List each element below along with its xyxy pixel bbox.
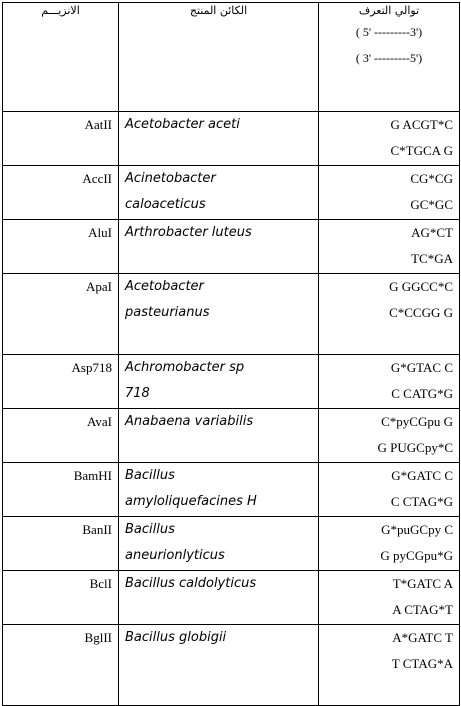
table-row: [3, 409, 460, 463]
organism-line-1: Anabaena variabilis: [125, 414, 254, 429]
organism-line-1: Acinetobacter: [125, 171, 216, 186]
header-organism-cell: [119, 3, 319, 112]
enzyme-cell: [3, 166, 119, 220]
enzyme-cell: [3, 355, 119, 409]
sequence-top-strand: T*GATC A: [392, 576, 453, 591]
organism-line-1: Bacillus: [125, 522, 175, 537]
enzyme-name: AluI: [88, 225, 112, 240]
header-row: [3, 3, 460, 112]
sequence-bottom-strand: GC*GC: [410, 197, 453, 212]
organism-cell: [119, 409, 319, 463]
sequence-bottom-strand: C*TGCA G: [390, 143, 453, 158]
recognition-sequence-cell: [319, 355, 460, 409]
sequence-top-strand: G*GTAC C: [390, 360, 453, 375]
organism-cell: [119, 517, 319, 571]
sequence-bottom-strand: A CTAG*T: [392, 602, 453, 617]
enzyme-name: AvaI: [86, 414, 112, 429]
enzyme-cell: [3, 625, 119, 706]
sequence-bottom-strand: G pyCGpu*G: [380, 548, 453, 563]
sequence-bottom-strand: C CATG*G: [391, 386, 453, 401]
recognition-sequence-cell: [319, 166, 460, 220]
organism-line-2: 718: [125, 386, 150, 401]
sequence-top-strand: G GGCC*C: [389, 279, 453, 294]
organism-line-1: Arthrobacter luteus: [125, 225, 252, 240]
table-row: [3, 355, 460, 409]
organism-line-2: pasteurianus: [125, 305, 210, 320]
sequence-top-strand: A*GATC T: [392, 630, 453, 645]
enzyme-cell: [3, 517, 119, 571]
enzyme-name: BclI: [89, 576, 112, 591]
sequence-top-strand: G ACGT*C: [390, 117, 453, 132]
sequence-bottom-strand: C*CCGG G: [389, 305, 453, 320]
table-row: [3, 274, 460, 355]
table-row: [3, 112, 460, 166]
table-row: [3, 463, 460, 517]
header-sequence-cell: [319, 3, 460, 112]
header-sequence-title: توالي التعرف: [358, 4, 420, 17]
organism-line-1: Acetobacter aceti: [125, 117, 240, 132]
table-row: [3, 220, 460, 274]
header-organism-title: الكائن المنتج: [189, 4, 248, 17]
enzyme-cell: [3, 463, 119, 517]
sequence-top-strand: G*GATC C: [391, 468, 453, 483]
organism-line-1: Bacillus caldolyticus: [125, 576, 257, 591]
recognition-sequence-cell: [319, 112, 460, 166]
enzyme-name: BglII: [84, 630, 112, 645]
enzyme-name: BanII: [82, 522, 112, 537]
organism-line-1: Acetobacter: [125, 279, 204, 294]
organism-cell: [119, 355, 319, 409]
enzyme-cell: [3, 571, 119, 625]
enzyme-name: AccII: [82, 171, 112, 186]
enzyme-name: BamHI: [73, 468, 112, 483]
organism-cell: [119, 112, 319, 166]
enzyme-cell: [3, 112, 119, 166]
organism-line-1: Bacillus globigii: [125, 630, 227, 645]
header-sequence-orientation-2: ( 3' ---------5'): [355, 51, 423, 65]
organism-cell: [119, 625, 319, 706]
enzyme-name: ApaI: [86, 279, 112, 294]
recognition-sequence-cell: [319, 274, 460, 355]
organism-cell: [119, 463, 319, 517]
organism-line-2: amyloliquefacines H: [125, 494, 257, 509]
recognition-sequence-cell: [319, 625, 460, 706]
sequence-bottom-strand: G PUGCpy*C: [377, 440, 453, 455]
table-row: [3, 166, 460, 220]
recognition-sequence-cell: [319, 409, 460, 463]
organism-cell: [119, 274, 319, 355]
sequence-bottom-strand: TC*GA: [411, 251, 453, 266]
header-enzyme-title: الانزيـــم: [41, 4, 80, 17]
organism-line-1: Achromobacter sp: [125, 360, 245, 375]
organism-line-1: Bacillus: [125, 468, 175, 483]
recognition-sequence-cell: [319, 220, 460, 274]
sequence-top-strand: AG*CT: [411, 225, 453, 240]
recognition-sequence-cell: [319, 571, 460, 625]
organism-line-2: aneurionlyticus: [125, 548, 225, 563]
enzyme-name: Asp718: [71, 360, 112, 375]
sequence-top-strand: CG*CG: [410, 171, 453, 186]
enzyme-cell: [3, 409, 119, 463]
header-enzyme-cell: [3, 3, 119, 112]
enzyme-cell: [3, 220, 119, 274]
sequence-top-strand: C*pyCGpu G: [381, 414, 453, 429]
sequence-top-strand: G*puGCpy C: [381, 522, 453, 537]
organism-cell: [119, 571, 319, 625]
table-row: [3, 625, 460, 706]
enzyme-table: [2, 2, 460, 706]
organism-line-2: caloaceticus: [125, 197, 206, 212]
organism-cell: [119, 220, 319, 274]
table-row: [3, 517, 460, 571]
header-sequence-orientation-1: ( 5' ---------3'): [355, 25, 423, 39]
recognition-sequence-cell: [319, 463, 460, 517]
organism-cell: [119, 166, 319, 220]
table-row: [3, 571, 460, 625]
sequence-bottom-strand: T CTAG*A: [391, 656, 453, 671]
sequence-bottom-strand: C CTAG*G: [390, 494, 453, 509]
enzyme-name: AatII: [84, 117, 112, 132]
recognition-sequence-cell: [319, 517, 460, 571]
enzyme-cell: [3, 274, 119, 355]
